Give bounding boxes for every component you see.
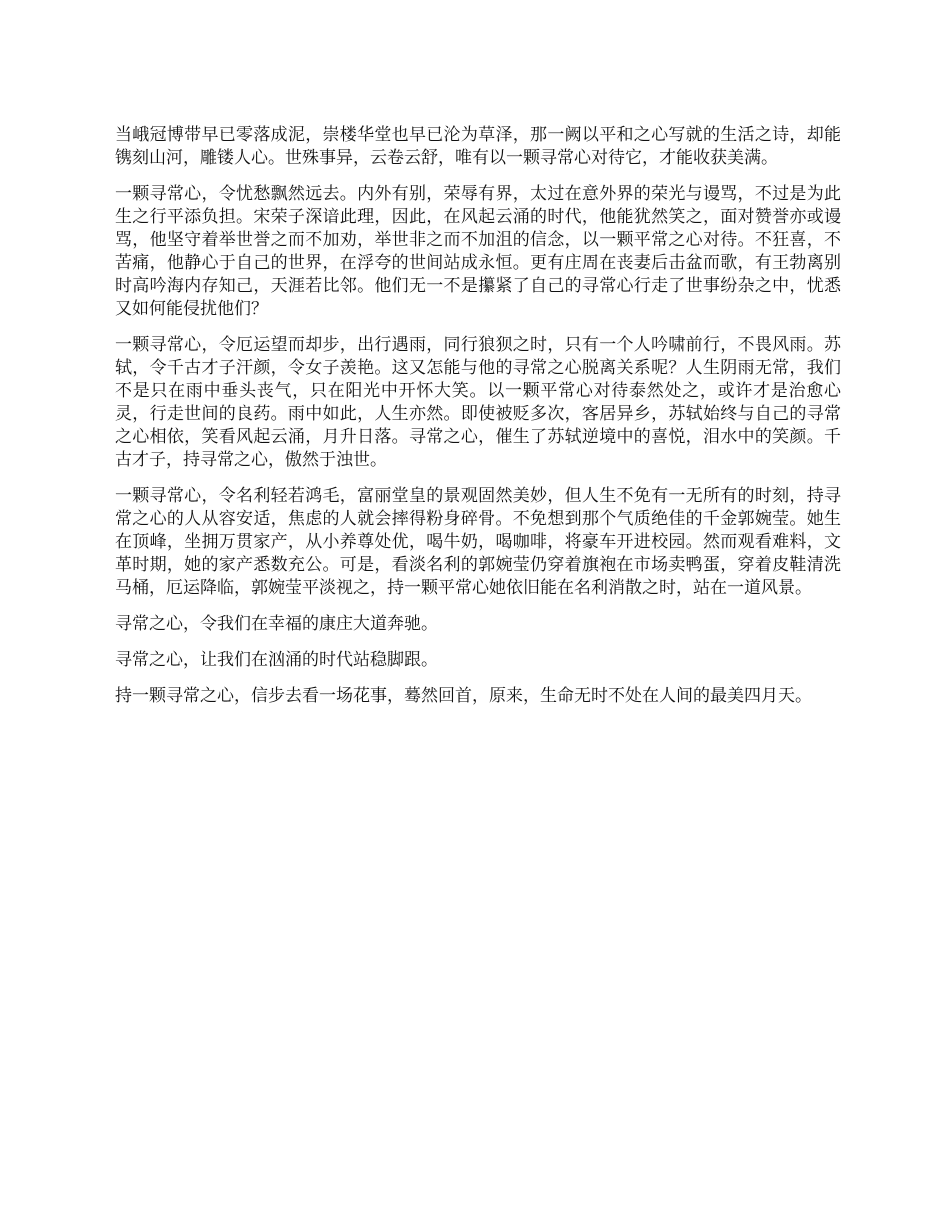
paragraph-4: 一颗寻常心，令名利轻若鸿毛，富丽堂皇的景观固然美妙，但人生不免有一无所有的时刻，持寻常之心的人从容安适，焦虑的人就会摔得粉身碎骨。不免想到那个气质绝佳的千金郭婉莹。她生在顶峰，坐拥万贯家产，从小养尊处优，喝牛奶，喝咖啡，将豪车开进校园。然而观看难料，文革时期，她的家产悉数充公。可是，看淡名利的郭婉莹仍穿着旗袍在市场卖鸭蛋，穿着皮鞋清洗马桶，厄运降临，郭婉莹平淡视之，持一颗平常心她依旧能在名利消散之时，站在一道风景。 (115, 486, 841, 598)
paragraph-1: 当峨冠博带早已零落成泥，崇楼华堂也早已沦为草泽，那一阙以平和之心写就的生活之诗，却能镌刻山河，雕镂人心。世殊事异，云卷云舒，唯有以一颗寻常心对待它，才能收获美满。 (115, 125, 841, 168)
paragraph-3: 一颗寻常心，令厄运望而却步，出行遇雨，同行狼狈之时，只有一个人吟啸前行，不畏风雨。苏轼，令千古才子汗颜，令女子羡艳。这又怎能与他的寻常之心脱离关系呢？人生阴雨无常，我们不是只在雨中垂头丧气，只在阳光中开怀大笑。以一颗平常心对待泰然处之，或许才是治愈心灵，行走世间的良药。雨中如此，人生亦然。即使被贬多次，客居异乡，苏轼始终与自己的寻常之心相依，笑看风起云涌，月升日落。寻常之心，催生了苏轼逆境中的喜悦，泪水中的笑颜。千古才子，持寻常之心，傲然于浊世。 (115, 335, 841, 470)
paragraph-5: 寻常之心，令我们在幸福的康庄大道奔驰。 (115, 614, 438, 634)
paragraph-6: 寻常之心，让我们在汹涌的时代站稳脚跟。 (115, 650, 438, 670)
paragraph-2: 一颗寻常心，令忧愁飘然远去。内外有别，荣辱有界，太过在意外界的荣光与谩骂，不过是为此生之行平添负担。宋荣子深谙此理，因此，在风起云涌的时代，他能犹然笑之，面对赞誉亦或谩骂，他坚守着举世誉之而不加劝，举世非之而不加沮的信念，以一颗平常之心对待。不狂喜，不苦痛，他静心于自己的世界，在浮夸的世间站成永恒。更有庄周在丧妻后击盆而歌，有王勃离别时高吟海内存知己，天涯若比邻。他们无一不是攥紧了自己的寻常心行走了世事纷杂之中，忧悉又如何能侵扰他们？ (115, 184, 841, 319)
paragraph-7: 持一颗寻常之心，信步去看一场花事，蓦然回首，原来，生命无时不处在人间的最美四月天。 (115, 686, 812, 706)
document-body (115, 124, 841, 721)
